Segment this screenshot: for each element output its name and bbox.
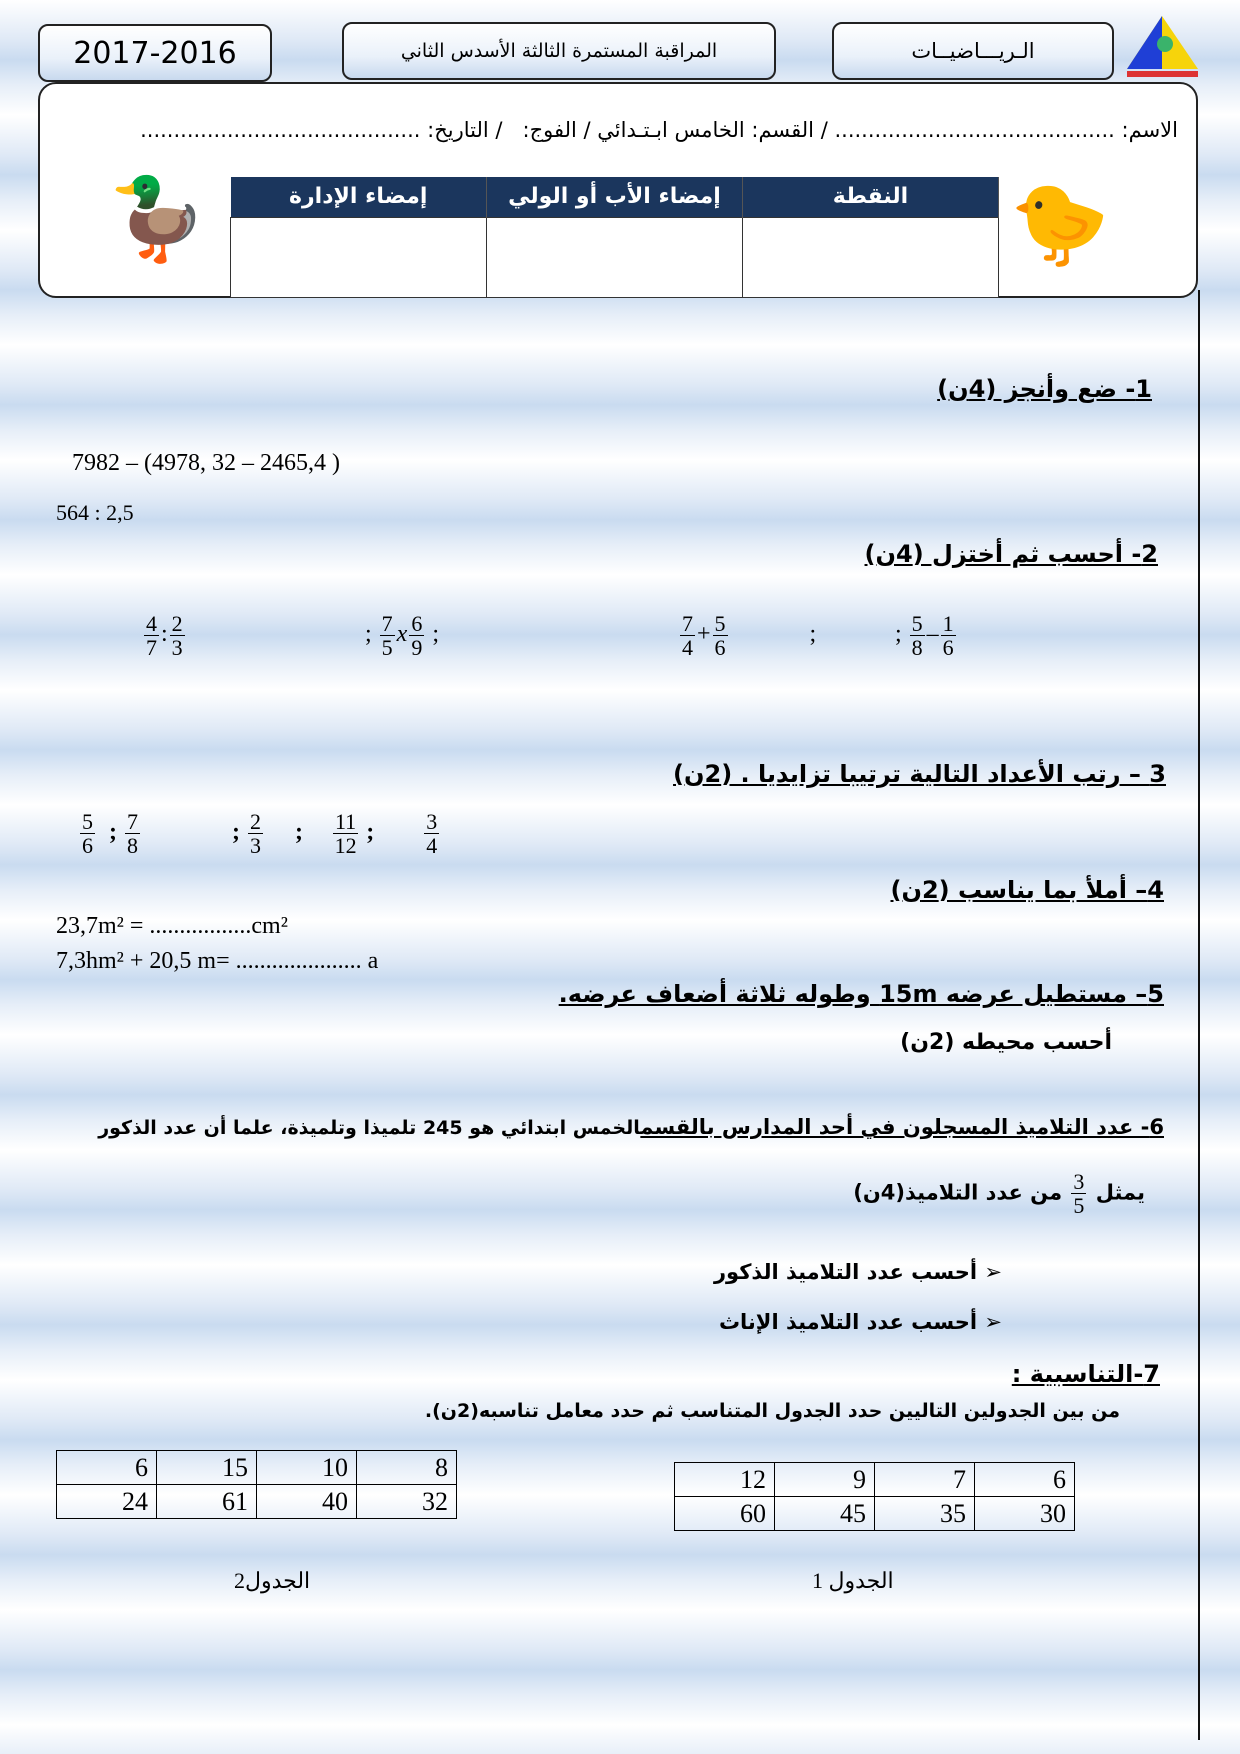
q4-line-1: 23,7m² = .................cm² — [56, 913, 288, 939]
name-field[interactable]: .......................................... — [834, 118, 1115, 142]
q2-fraction-expr-3: ; $\frac{7}{5}$ x $\frac{6}{9}$ ; — [365, 611, 439, 661]
q6-line-2: يمثل $\frac{3}{5}$ من عدد التلاميذ(4ن) — [853, 1169, 1145, 1219]
q4-title: 4– أملأ بما يناسب (2ن) — [890, 876, 1164, 904]
q6-bullet-2: ➢ أحسب عدد التلاميذ الإناث — [718, 1310, 1002, 1334]
proportion-table-1: 12 9 7 6 60 45 35 30 — [674, 1462, 1075, 1531]
subject-title: الـريـــاضيــات — [911, 39, 1035, 63]
q6-bullet-1: ➢ أحسب عدد التلاميذ الذكور — [713, 1260, 1002, 1284]
table-1-label: الجدول 1 — [812, 1568, 894, 1593]
date-field-label: / التاريخ: — [427, 118, 503, 142]
q2-fraction-expr-4: $\frac{4}{7}$ : $\frac{2}{3}$ — [146, 611, 183, 661]
table-2-label: الجدول2 — [234, 1568, 311, 1593]
admin-signature-header: إمضاء الإدارة — [231, 177, 487, 217]
q3-numbers: $\frac{5}{6}$ ; $\frac{7}{8}$ ; $\frac{2}{3}$ ; $\frac{11}{12}$ ; $\frac{3}{4}$ — [82, 809, 438, 859]
q2-fraction-expr-1: ; $\frac{5}{8}$ – $\frac{1}{6}$ — [895, 611, 954, 661]
class-label: / القسم: الخامس ابـتـدائي / الفوج: — [522, 118, 828, 142]
year-box — [38, 24, 272, 82]
q1-expression-1: 7982 – (4978, 32 – 2465,4 ) — [72, 450, 340, 476]
q7-title: 7-التناسبية : — [1011, 1360, 1160, 1388]
q6-title: 6- عدد التلاميذ المسجلون في أحد المدارس بالقسمالخمس ابتدائي هو 245 تلميذا وتلميذة، علما أن عدد الذكور — [98, 1115, 1164, 1139]
q3-title: 3 – رتب الأعداد التالية ترتيبا تزايديا . (2ن) — [673, 760, 1166, 788]
exam-title-box — [342, 22, 776, 80]
q7-instruction: من بين الجدولين التاليين حدد الجدول المتناسب ثم حدد معامل تناسبه(2ن). — [424, 1400, 1120, 1422]
q5-title: 5– مستطيل عرضه 15m وطوله ثلاثة أضعاف عرضه. — [558, 980, 1164, 1008]
grade-cell[interactable] — [743, 217, 999, 297]
q1-expression-2: 564 : 2,5 — [56, 500, 134, 525]
student-info-line — [80, 118, 1178, 142]
tweety-cartoon-image: 🐤 — [1010, 181, 1110, 269]
exam-title: المراقبة المستمرة الثالثة الأسدس الثاني — [400, 40, 718, 62]
arrow-bullet-icon: ➢ — [977, 1260, 1002, 1284]
scrooge-cartoon-image: 🦆 — [107, 176, 208, 264]
signature-table — [230, 177, 999, 298]
q1-title: 1- ضع وأنجز (4ن) — [937, 375, 1152, 403]
grade-header: النقطة — [743, 177, 999, 217]
proportion-table-2: 6 15 10 8 24 61 40 32 — [56, 1450, 457, 1519]
parent-signature-header: إمضاء الأب أو الولي — [487, 177, 743, 217]
school-year: 2017-2016 — [73, 35, 237, 71]
parent-signature-cell[interactable] — [487, 217, 743, 297]
date-field[interactable]: .......................................... — [140, 118, 421, 142]
subject-box — [832, 22, 1114, 80]
q4-line-2: 7,3hm² + 20,5 m= ..................... a — [56, 948, 379, 974]
school-logo — [1125, 14, 1200, 79]
arrow-bullet-icon: ➢ — [977, 1310, 1002, 1334]
q2-fraction-expr-2: $\frac{7}{4}$ + $\frac{5}{6}$ ; — [682, 611, 817, 661]
q5-subquestion: أحسب محيطه (2ن) — [900, 1030, 1112, 1055]
name-label: الاسم: — [1121, 118, 1178, 142]
admin-signature-cell[interactable] — [231, 217, 487, 297]
q2-title: 2- أحسب ثم أختزل (4ن) — [864, 540, 1158, 568]
margin-line — [1198, 290, 1200, 1740]
